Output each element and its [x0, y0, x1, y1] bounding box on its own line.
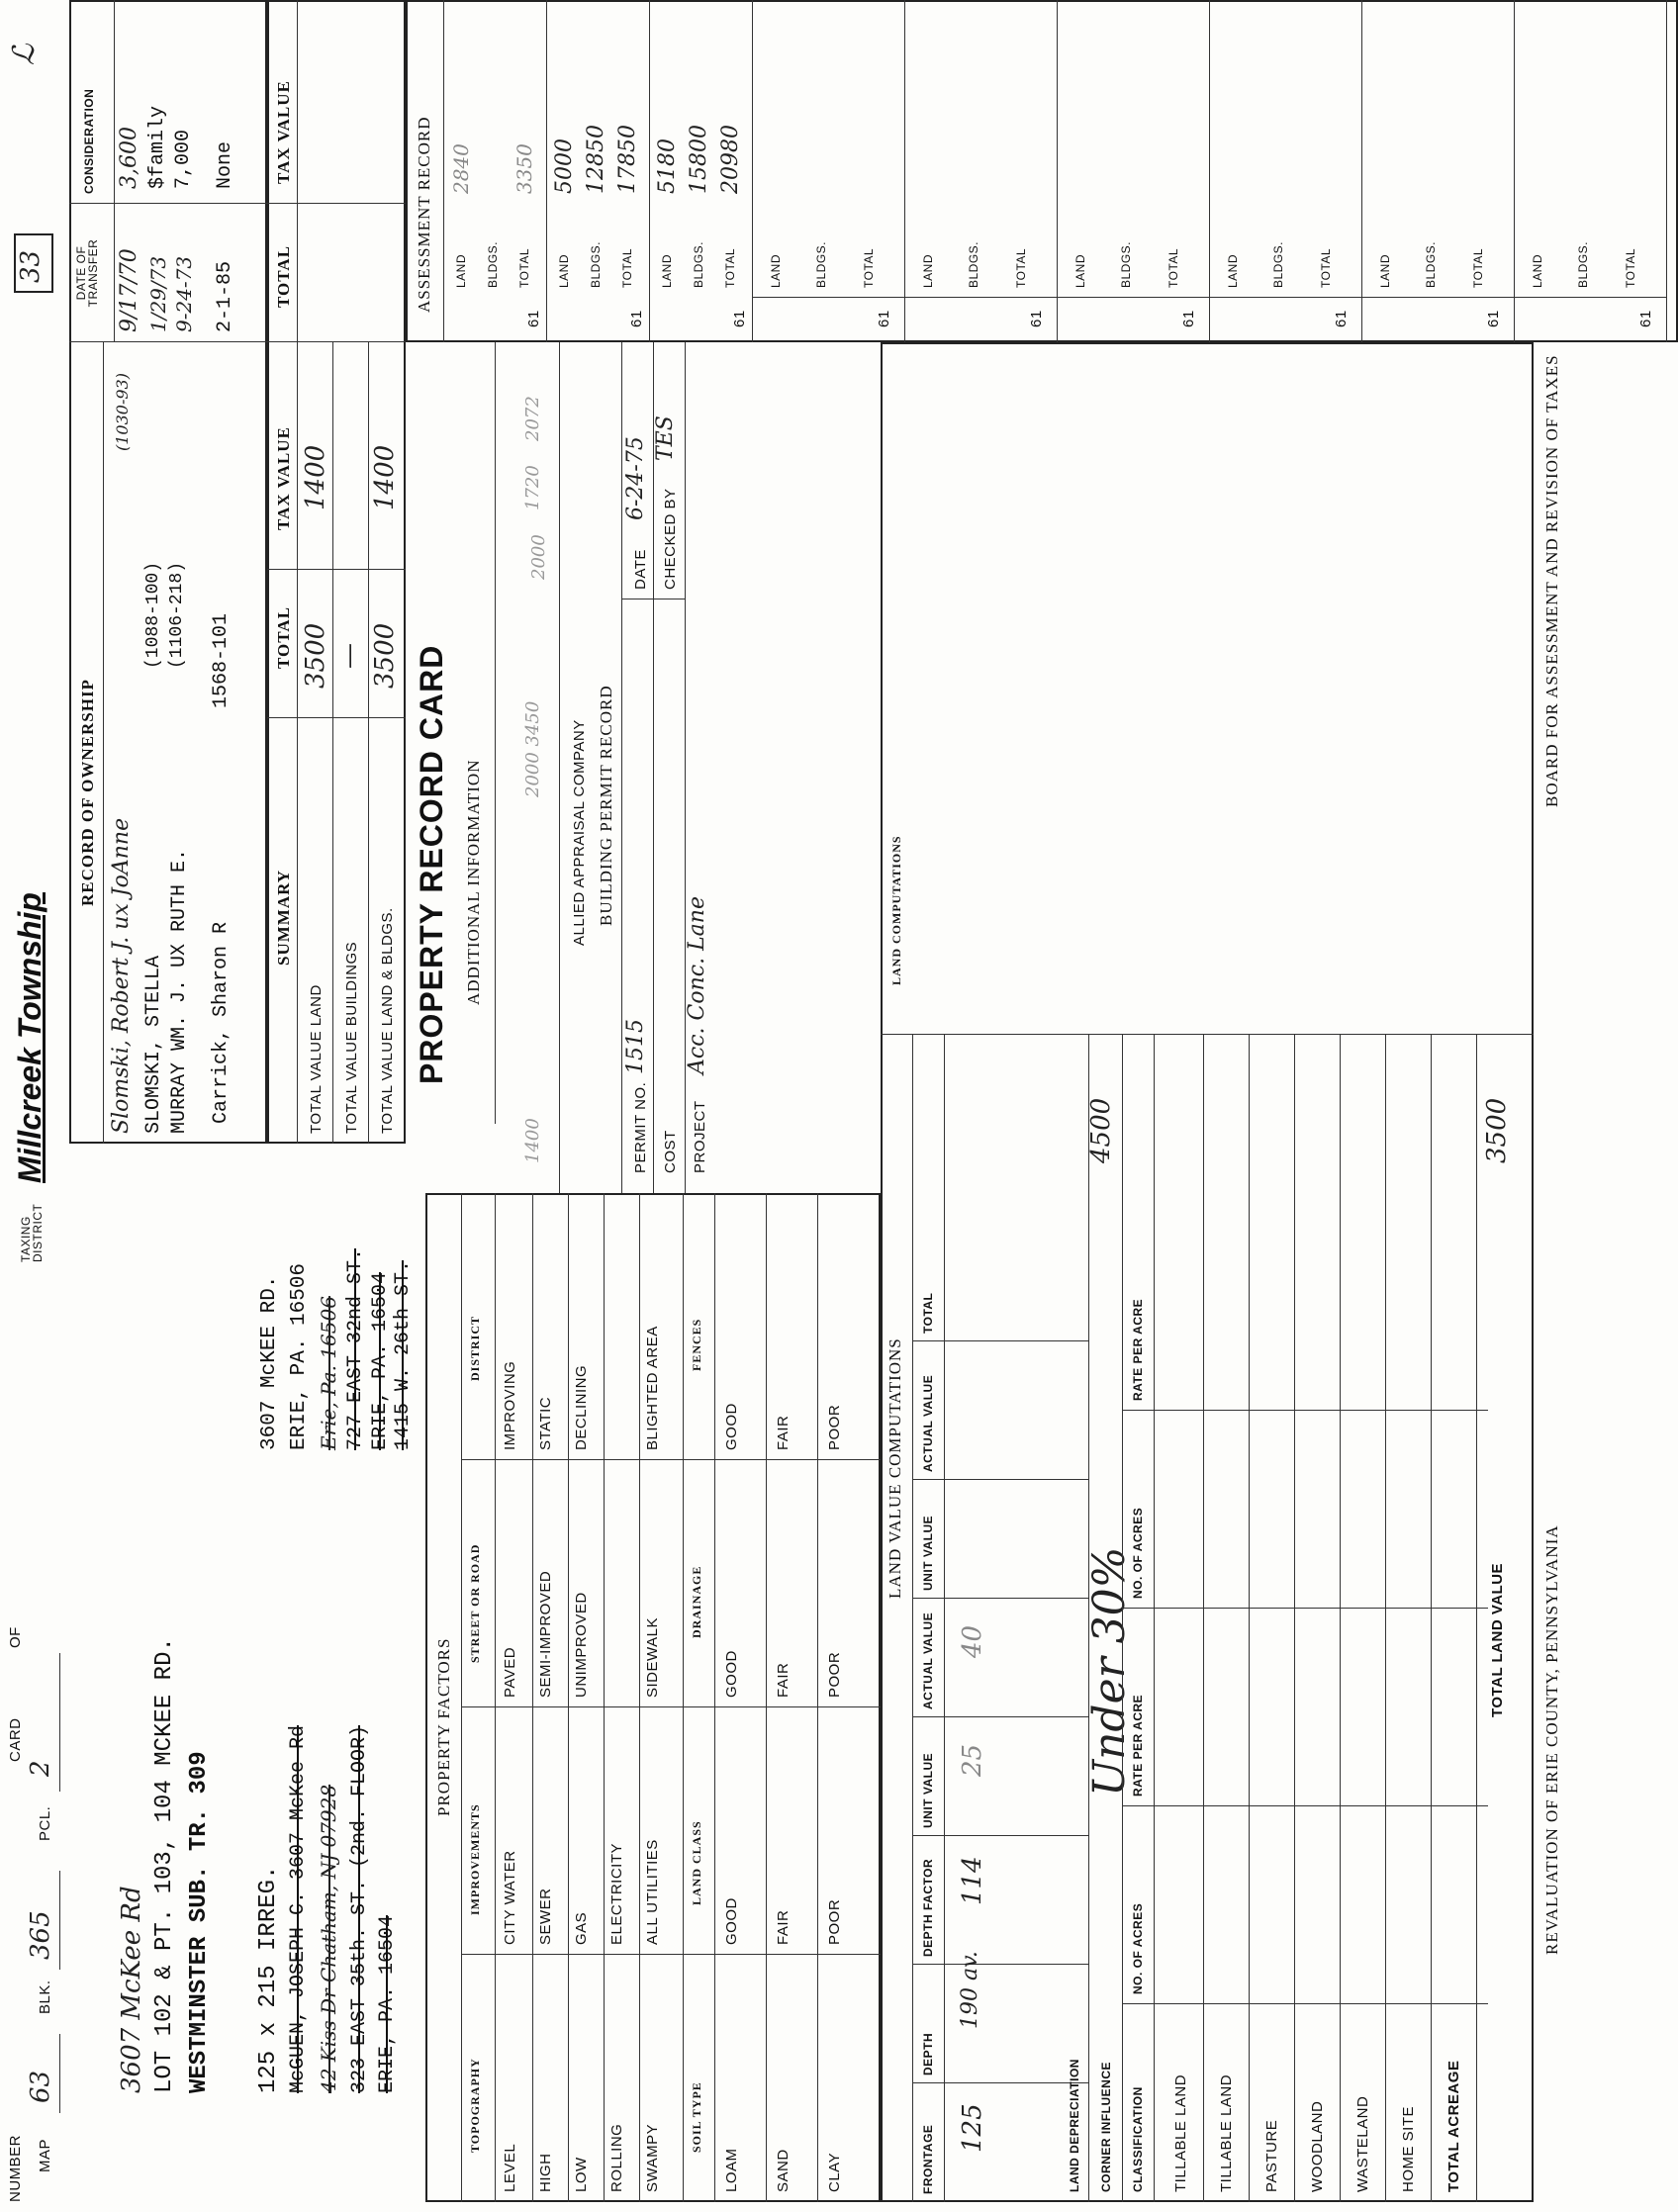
col-district: DISTRICT: [468, 1315, 482, 1381]
assessment-row-2-year: 61: [628, 310, 645, 327]
col-improvements: IMPROVEMENTS: [468, 1803, 482, 1915]
classification-column-header: NO. OF ACRES: [1131, 1507, 1145, 1599]
land-value-column-header: TOTAL: [921, 1292, 935, 1334]
address-handwritten: 3607 McKee Rd: [117, 1886, 146, 2093]
street-item: SIDEWALK: [644, 1617, 661, 1698]
land-value-column-header: ACTUAL VALUE: [921, 1374, 935, 1472]
classification-item: WOODLAND: [1309, 2100, 1326, 2192]
summary-row-1-total: 3500: [301, 622, 330, 689]
assessment-row-3-bldgs: 15800: [687, 125, 711, 194]
blank-total-label: TOTAL: [862, 247, 876, 288]
fences-item: FAIR: [775, 1415, 792, 1450]
land-computations-label: LAND COMPUTATIONS: [889, 835, 903, 985]
assessment-header: ASSESSMENT RECORD: [415, 116, 433, 313]
summary-row-3-label: TOTAL VALUE LAND & BLDGS.: [379, 907, 396, 1134]
owner-address-2: 42 Kiss Dr Chatham, NJ 07928: [317, 1784, 340, 2093]
summary-total-header: TOTAL: [274, 606, 293, 669]
blank-year: 61: [876, 310, 892, 327]
blank-land-label: LAND: [1073, 253, 1087, 288]
total-land-value-label: TOTAL LAND VALUE: [1489, 1562, 1506, 1717]
blank-bldgs-label: BLDGS.: [1424, 240, 1438, 288]
classification-item: HOME SITE: [1400, 2105, 1417, 2192]
mailing-right-2: ERIE, PA. 16506: [288, 1262, 311, 1450]
blank-total-label: TOTAL: [1471, 247, 1485, 288]
blank-year: 61: [1180, 310, 1197, 327]
building-permit-record: BUILDING PERMIT RECORD: [597, 685, 615, 926]
summary-row-2-total: —: [334, 643, 364, 669]
col-topography: TOPOGRAPHY: [468, 2058, 482, 2153]
property-record-card-title: PROPERTY RECORD CARD: [414, 644, 449, 1084]
land_class-item: GOOD: [723, 1897, 740, 1945]
summary-row-1-label: TOTAL VALUE LAND: [308, 984, 325, 1134]
assessment-row-2-land: 5000: [552, 138, 577, 194]
actual-value-value: 40: [958, 1624, 987, 1658]
drainage-item: POOR: [826, 1651, 843, 1698]
improvements-item: GAS: [573, 1911, 590, 1945]
owner-address-4: ERIE, PA. 16504: [376, 1914, 399, 2093]
street-item: UNIMPROVED: [573, 1592, 590, 1698]
summary-row-2-label: TOTAL VALUE BUILDINGS: [343, 941, 360, 1134]
dimensions: 125 x 215 IRREG.: [255, 1865, 282, 2093]
total-land-value: 3500: [1482, 1097, 1512, 1163]
additional-value-5: 2072: [522, 396, 543, 441]
footer-left: REVALUATION OF ERIE COUNTY, PENNSYLVANIA: [1542, 1524, 1561, 1955]
checked-by-value: TES: [653, 415, 678, 461]
summary-row-1-tax: 1400: [301, 444, 330, 510]
land-value-column-header: UNIT VALUE: [921, 1515, 935, 1591]
owner-row-4-book: 1568-101: [210, 612, 233, 708]
classification-column-header: NO. OF ACRES: [1131, 1902, 1145, 1994]
owner-row-1-book: (1030-93): [113, 373, 132, 451]
classification-item: WASTELAND: [1354, 2095, 1371, 2192]
cost-label: COST: [662, 1130, 679, 1173]
date-value: 6-24-75: [623, 436, 648, 520]
fences-item: POOR: [826, 1404, 843, 1450]
blank-year: 61: [1028, 310, 1045, 327]
pcl-label: PCL.: [37, 1805, 53, 1841]
street-item: SEMI-IMPROVED: [537, 1570, 554, 1698]
classification-column-header: RATE PER ACRE: [1131, 1694, 1145, 1797]
blank-bldgs-label: BLDGS.: [1119, 240, 1133, 288]
mailing-right-1: 3607 McKEE RD.: [258, 1275, 281, 1450]
soil-item: SAND: [775, 2149, 792, 2192]
col-fences: FENCES: [690, 1318, 703, 1371]
date-label: DATE: [632, 549, 649, 590]
blank-land-label: LAND: [769, 253, 783, 288]
project-value: Acc. Conc. Lane: [685, 896, 709, 1074]
map-value: 63: [26, 2070, 55, 2103]
topography-item: LEVEL: [502, 2143, 518, 2192]
number-label: NUMBER: [7, 2134, 24, 2202]
footer-right: BOARD FOR ASSESSMENT AND REVISION OF TAXES: [1542, 354, 1561, 807]
land-value-table: [881, 342, 1534, 2202]
owner-row-2-book: (1088-100): [143, 561, 163, 669]
consideration-row-1: 3,600: [117, 127, 141, 189]
additional-value-2: 2000 3450: [522, 700, 543, 797]
improvements-item: CITY WATER: [502, 1850, 518, 1945]
soil-item: LOAM: [723, 2148, 740, 2192]
date-row-4: 2-1-85: [214, 260, 236, 332]
blank-year: 61: [1485, 310, 1502, 327]
assessment-row-3-land: 5180: [655, 138, 680, 194]
date-header: DATE OF TRANSFER: [74, 238, 100, 308]
legal-line-2: WESTMINSTER SUB. TR. 309: [186, 1751, 213, 2093]
date-row-3: 9-24-73: [172, 255, 196, 332]
permit-no-label: PERMIT NO.: [632, 1081, 649, 1173]
classification-item: TOTAL ACREAGE: [1445, 2060, 1462, 2192]
date-row-2: 1/29/73: [146, 255, 170, 332]
blank-bldgs-label: BLDGS.: [1576, 240, 1590, 288]
drainage-item: FAIR: [775, 1662, 792, 1698]
blank-bldgs-label: BLDGS.: [1271, 240, 1285, 288]
box-number: 33: [16, 249, 46, 283]
district-item: IMPROVING: [502, 1360, 518, 1450]
mailing-right-6: 1415 W. 26th ST.: [392, 1259, 415, 1450]
district-name: Millcreek Township: [12, 892, 47, 1183]
land-value-column-header: DEPTH FACTOR: [921, 1858, 935, 1957]
fences-item: GOOD: [723, 1403, 740, 1450]
improvements-item: SEWER: [537, 1888, 554, 1945]
assessment-row-1-total: 3350: [513, 143, 536, 194]
mailing-right-3: Erie, Pa. 16506: [317, 1296, 340, 1450]
col-drainage: DRAINAGE: [690, 1565, 703, 1638]
owner-row-1: Slomski, Robert J. ux JoAnne: [109, 817, 134, 1134]
assessment-row-1-year: 61: [525, 310, 542, 327]
summary-row-3-tax: 1400: [370, 444, 400, 510]
land-value-column-header: DEPTH: [921, 2032, 935, 2075]
legal-line-1: LOT 102 & PT. 103, 104 MCKEE RD.: [151, 1637, 178, 2093]
under-note: Under 30%: [1084, 1546, 1135, 1797]
col-street: STREET OR ROAD: [468, 1543, 482, 1663]
assessment-row-2-bldgs: 12850: [584, 125, 608, 194]
improvements-item: ELECTRICITY: [608, 1842, 625, 1945]
permit-no-value: 1515: [623, 1019, 648, 1074]
summary-header: SUMMARY: [274, 869, 293, 966]
pcl-value: 2: [26, 1760, 55, 1777]
owner-row-4: Carrick, Sharon R: [210, 921, 233, 1124]
blank-total-label: TOTAL: [1014, 247, 1028, 288]
land_class-item: POOR: [826, 1898, 843, 1945]
soil-item: CLAY: [826, 2152, 843, 2192]
depth-factor-value: 114: [958, 1856, 987, 1905]
of-label: OF: [7, 1626, 24, 1648]
ownership-header: RECORD OF OWNERSHIP: [78, 679, 97, 906]
assessment-row-2-total: 17850: [615, 125, 640, 194]
summary-row-3-total: 3500: [370, 622, 400, 689]
drainage-item: GOOD: [723, 1650, 740, 1698]
assessment-row-3-year: 61: [731, 310, 748, 327]
blank-land-label: LAND: [1378, 253, 1392, 288]
district-item: DECLINING: [573, 1364, 590, 1450]
appraisal-company: ALLIED APPRAISAL COMPANY: [571, 719, 588, 946]
blank-bldgs-label: BLDGS.: [967, 240, 980, 288]
street-item: PAVED: [502, 1646, 518, 1698]
topography-item: SWAMPY: [644, 2123, 661, 2192]
right-tax-header: TAX VALUE: [274, 80, 293, 184]
land-total-value: 4500: [1086, 1097, 1116, 1163]
classification-item: TILLABLE LAND: [1218, 2074, 1235, 2192]
owner-row-3: MURRAY WM. J. UX RUTH E.: [168, 848, 191, 1134]
project-label: PROJECT: [692, 1100, 708, 1173]
corner-influence-label: CORNER INFLUENCE: [1099, 2061, 1113, 2192]
topography-item: LOW: [573, 2157, 590, 2192]
blk-value: 365: [26, 1910, 55, 1960]
blank-land-label: LAND: [1226, 253, 1240, 288]
summary-tax-header: TAX VALUE: [274, 426, 293, 530]
assessment-row-3-total: 20980: [718, 125, 743, 194]
improvements-item: ALL UTILITIES: [644, 1839, 661, 1945]
blk-label: BLK.: [37, 1980, 53, 2014]
col-land-class: LAND CLASS: [690, 1820, 703, 1905]
classification-column-header: CLASSIFICATION: [1131, 2086, 1145, 2192]
topography-item: HIGH: [537, 2153, 554, 2192]
col-soil: SOIL TYPE: [690, 2081, 703, 2153]
blank-land-label: LAND: [1531, 253, 1544, 288]
additional-value-1: 1400: [522, 1118, 543, 1163]
additional-value-3: 2000: [528, 534, 549, 580]
classification-column-header: RATE PER ACRE: [1131, 1298, 1145, 1401]
assessment-row-1-land: 2840: [449, 143, 473, 194]
additional-value-4: 1720: [522, 465, 543, 510]
property-record-card: NUMBER MAP 63 BLK. 365 PCL. 2 CARD OF TAXING DISTRICT Millcreek Township 33 ℒ 3607 McKee Rd LOT 102 & PT. 103, 104 MCKEE RD. WESTMINSTER SUB. TR. 309 125 x 215 IRREG. McGUEN, JOSEPH C. 3607 McKee Rd 42 Kiss Dr Chatham, NJ 07928 323 EAST 35th. ST. (2nd. FLOOR) ERIE, PA. 16504 3607 McKEE RD. ERIE, PA. 16506 Erie, Pa. 16506 727 EAST 32nd ST. ERIE, PA. 16504 1415 W. 26th ST. RECORD OF OWNERSHIP DATE OF TRANSFER CONSIDERATION Slomski, Robert J. ux JoAnne (1030-93) 9/17/70 3,600 SLOMSKI, STELLA (1088-100) 1/29/73 $family MURRAY WM. J. UX RUTH E. (1106-218) 9-24-73 7,000 Carrick, Sharon R 1568-101 2-1-85 None SUMMARY TOTAL TAX VALUE TOTAL TAX VALUE TOTAL VALUE LAND 3500 1400 TOTAL VALUE BUILDINGS — TOTAL VALUE LAND & BLDGS. 3500 1400 PROPERTY RECORD CARD ADDITIONAL INFORMATION 1400 2000 3450 2000 1720 2072 ALLIED APPRAISAL COMPANY BUILDING PERMIT RECORD PERMIT NO. 1515 DATE 6-24-75 COST CHECKED BY TES PROJECT Acc. Conc. Lane ASSESSMENT RECORD LAND BLDGS. TOTAL 61 2840 3350 LAND BLDGS. TOTAL 61 5000 12850 17850 LAND BLDGS. TOTAL 61 5180 15800 20980 LAND BLDGS. TOTAL 61 LAND BLDGS. TOTAL 61 LAND BLDGS. TOTAL 61 LAND BLDGS. TOTAL 61 LAND BLDGS. TOTAL 61 LAND BLDGS. TOTAL 61 PROPERTY FACTORS TOPOGRAPHY IMPROVEMENTS STREET OR ROAD DISTRICT LEVEL CITY WATER PAVED IMPROVING HIGH SEWER SEMI-IMPROVED STATIC LOW GAS UNIMPROVED DECLINING ROLLING ELECTRICITY SWAMPY ALL UTILITIES SIDEWALK BLIGHTED AREA SOIL TYPE LAND CLASS DRAINAGE FENCES LOAM GOOD GOOD GOOD SAND FAIR FAIR FAIR CLAY POOR POOR POOR LAND VALUE COMPUTATIONS LAND COMPUTATIONS FRONTAGE DEPTH DEPTH FACTOR UNIT VALUE ACTUAL VALUE UNIT VALUE ACTUAL VALUE TOTAL 125 190 av. 114 25 40 4500 LAND DEPRECIATION CORNER INFLUENCE Under 30% CLASSIFICATION NO. OF ACRES RATE PER ACRE NO. OF ACRES RATE PER ACRE TILLABLE LAND TILLABLE LAND PASTURE WOODLAND WASTELAND HOME SITE TOTAL ACREAGE TOTAL LAND VALUE 3500 REVALUATION OF ERIE COUNTY, PENNSYLVANIA BOARD FOR ASSESSMENT AND REVISION OF TAXES: [0, 0, 1678, 2212]
mailing-right-4: 727 EAST 32nd ST.: [344, 1247, 367, 1450]
depth-value: 190 av.: [958, 1951, 982, 2029]
date-row-1: 9/17/70: [117, 248, 141, 332]
land-value-column-header: FRONTAGE: [921, 2124, 935, 2194]
property-factors-header: PROPERTY FACTORS: [434, 1637, 453, 1816]
owner-address-1: McGUEN, JOSEPH C. 3607 McKee Rd: [287, 1724, 310, 2093]
blank-bldgs-label: BLDGS.: [814, 240, 828, 288]
blank-total-label: TOTAL: [1319, 247, 1333, 288]
blank-total-label: TOTAL: [1624, 247, 1637, 288]
corner-mark: ℒ: [7, 44, 42, 65]
land-value-column-header: UNIT VALUE: [921, 1752, 935, 1828]
land_class-item: FAIR: [775, 1909, 792, 1945]
map-label: MAP: [37, 2138, 53, 2172]
owner-row-2: SLOMSKI, STELLA: [142, 955, 165, 1134]
classification-item: TILLABLE LAND: [1172, 2074, 1189, 2192]
consideration-row-2: $family: [146, 105, 169, 189]
blank-land-label: LAND: [921, 253, 935, 288]
unit-value-value: 25: [958, 1743, 987, 1777]
blank-year: 61: [1333, 310, 1350, 327]
owner-address-3: 323 EAST 35th. ST. (2nd. FLOOR): [348, 1724, 371, 2093]
mailing-right-5: ERIE, PA. 16504: [369, 1271, 392, 1450]
right-total-header: TOTAL: [274, 245, 293, 308]
consideration-row-3: 7,000: [172, 129, 195, 189]
blank-total-label: TOTAL: [1166, 247, 1180, 288]
owner-row-3-book: (1106-218): [167, 561, 187, 669]
land-value-column-header: ACTUAL VALUE: [921, 1612, 935, 1709]
consideration-header: CONSIDERATION: [82, 88, 96, 194]
card-label: CARD: [7, 1717, 24, 1762]
additional-information: ADDITIONAL INFORMATION: [464, 759, 483, 1005]
district-item: BLIGHTED AREA: [644, 1326, 661, 1450]
land-value-header: LAND VALUE COMPUTATIONS: [886, 1337, 904, 1599]
land-depreciation-label: LAND DEPRECIATION: [1068, 2059, 1081, 2192]
checked-by-label: CHECKED BY: [662, 488, 679, 590]
blank-year: 61: [1637, 310, 1654, 327]
topography-item: ROLLING: [608, 2123, 625, 2192]
consideration-row-4: None: [214, 140, 236, 189]
classification-item: PASTURE: [1263, 2119, 1280, 2192]
district-item: STATIC: [537, 1396, 554, 1450]
taxing-district-label: TAXING DISTRICT: [19, 1203, 45, 1262]
frontage-value: 125: [958, 2103, 987, 2153]
